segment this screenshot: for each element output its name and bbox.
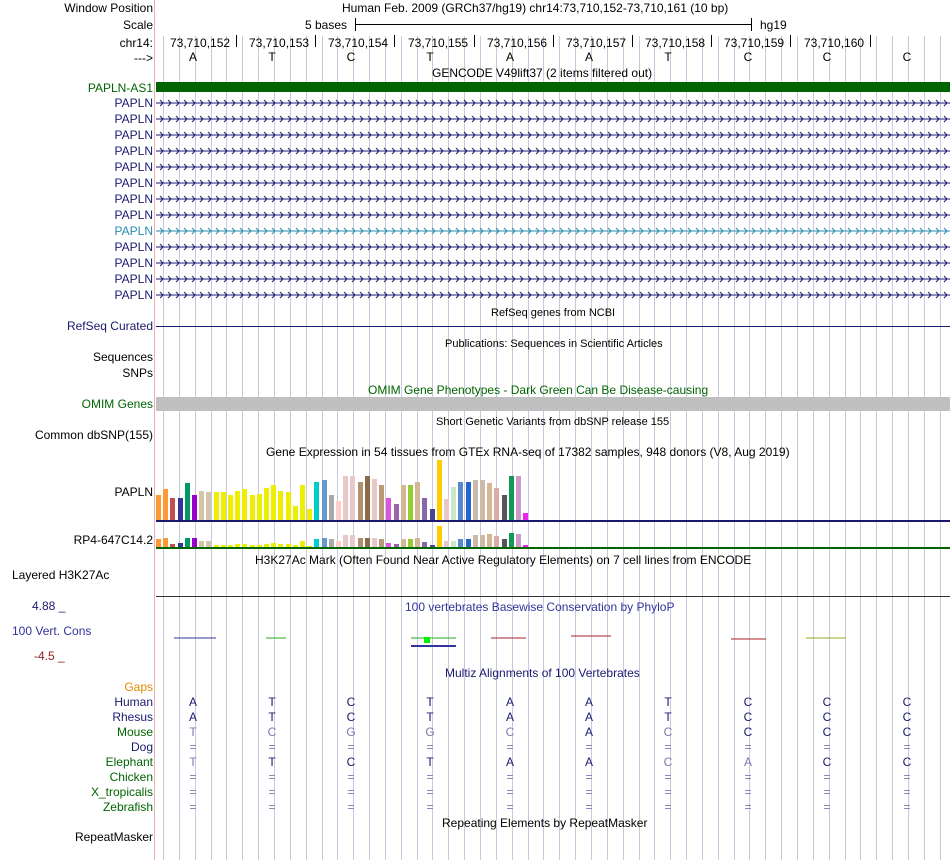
gtex-tissue-bar[interactable]: [365, 476, 370, 520]
position-tick: [790, 35, 791, 47]
gtex-tissue-bar[interactable]: [516, 476, 521, 520]
multiz-aligned-base: =: [268, 800, 276, 814]
multiz-aligned-base: C: [902, 725, 912, 739]
gencode-transcript-intron-line[interactable]: [156, 243, 950, 251]
multiz-aligned-base: =: [585, 800, 593, 814]
h3k27ac-track-label[interactable]: Layered H3K27Ac: [12, 568, 110, 582]
multiz-aligned-base: T: [268, 710, 276, 724]
gtex-tissue-bar[interactable]: [163, 538, 168, 547]
multiz-aligned-base: =: [585, 740, 593, 754]
track-label-divider: [154, 0, 155, 860]
gtex-tissue-bar[interactable]: [185, 538, 190, 547]
publications-track-title: Publications: Sequences in Scientific Articles: [445, 338, 663, 350]
dbsnp-track-title: Short Genetic Variants from dbSNP release 155: [436, 416, 670, 428]
gencode-transcript-intron-line[interactable]: [156, 131, 950, 139]
gtex-tissue-bar[interactable]: [401, 539, 406, 547]
multiz-species-label[interactable]: Elephant: [105, 755, 153, 769]
gtex-tissue-bar[interactable]: [343, 476, 348, 520]
multiz-aligned-base: T: [426, 755, 434, 769]
gtex-tissue-bar[interactable]: [401, 485, 406, 520]
gtex-tissue-bar[interactable]: [466, 482, 471, 520]
scale-db-text: hg19: [760, 18, 787, 32]
multiz-aligned-base: =: [664, 785, 672, 799]
grid-line: [892, 36, 893, 860]
gtex-tissue-bar[interactable]: [379, 539, 384, 547]
gtex-tissue-bar[interactable]: [480, 480, 485, 520]
gtex-tissue-bar[interactable]: [221, 492, 226, 520]
gtex-tissue-bar[interactable]: [329, 539, 334, 547]
gtex-tissue-bar[interactable]: [228, 495, 233, 520]
grid-line: [226, 36, 227, 860]
multiz-species-label[interactable]: Mouse: [116, 725, 153, 739]
gencode-transcript-label[interactable]: PAPLN: [114, 240, 153, 254]
reference-base: C: [822, 50, 832, 64]
gtex-tissue-bar[interactable]: [365, 538, 370, 547]
multiz-aligned-base: A: [188, 710, 197, 724]
multiz-aligned-base: C: [346, 755, 356, 769]
position-tick: [553, 35, 554, 47]
gencode-transcript-intron-line[interactable]: [156, 227, 950, 235]
multiz-aligned-base: T: [664, 695, 672, 709]
gtex-tissue-bar[interactable]: [185, 483, 190, 520]
multiz-aligned-base: =: [268, 770, 276, 784]
position-tick: [711, 35, 712, 47]
multiz-aligned-base: =: [744, 740, 752, 754]
multiz-aligned-base: =: [189, 770, 197, 784]
gtex-tissue-bar[interactable]: [473, 480, 478, 520]
multiz-aligned-base: =: [744, 770, 752, 784]
phylop-track-title: 100 vertebrates Basewise Conservation by PhyloP: [405, 600, 675, 614]
multiz-aligned-base: =: [903, 770, 911, 784]
position-tick-label: 73,710,152: [170, 36, 231, 50]
gencode-track-title: GENCODE V49lift37 (2 items filtered out): [432, 66, 653, 80]
multiz-aligned-base: A: [584, 710, 593, 724]
reference-base: A: [505, 50, 514, 64]
multiz-species-label[interactable]: X_tropicalis: [90, 785, 153, 799]
multiz-aligned-base: C: [902, 755, 912, 769]
gtex-tissue-bar[interactable]: [264, 488, 269, 520]
gtex-tissue-bar[interactable]: [314, 539, 319, 547]
gencode-transcript-label[interactable]: PAPLN: [114, 112, 153, 126]
gtex-tissue-bar[interactable]: [473, 535, 478, 547]
gtex-tissue-bar[interactable]: [314, 482, 319, 520]
grid-line: [163, 36, 164, 860]
gencode-transcript-label[interactable]: PAPLN: [114, 272, 153, 286]
multiz-aligned-base: C: [822, 695, 832, 709]
position-tick: [236, 35, 237, 47]
scale-bar-left-tick: [355, 18, 356, 31]
multiz-aligned-base: =: [506, 770, 514, 784]
multiz-aligned-base: =: [823, 740, 831, 754]
scale-bar-right-tick: [751, 18, 752, 31]
multiz-aligned-base: A: [505, 755, 514, 769]
gtex-tissue-bar[interactable]: [163, 489, 168, 520]
multiz-aligned-base: =: [347, 740, 355, 754]
multiz-aligned-base: =: [903, 785, 911, 799]
grid-line: [258, 36, 259, 860]
multiz-aligned-base: T: [664, 710, 672, 724]
multiz-aligned-base: =: [585, 785, 593, 799]
position-tick: [315, 35, 316, 47]
scale-text: 5 bases: [305, 18, 348, 32]
gencode-transcript-label[interactable]: PAPLN: [114, 176, 153, 190]
gtex-tissue-bar[interactable]: [278, 491, 283, 520]
position-tick-label: 73,710,155: [408, 36, 469, 50]
gtex-tissue-bar[interactable]: [502, 539, 507, 547]
position-tick: [870, 35, 871, 47]
gtex-tissue-bar[interactable]: [480, 535, 485, 547]
gtex-tissue-bar[interactable]: [242, 489, 247, 520]
gencode-transcript-intron-line[interactable]: [156, 211, 950, 219]
gtex-tissue-bar[interactable]: [343, 535, 348, 547]
grid-line: [924, 36, 925, 860]
multiz-aligned-base: =: [506, 785, 514, 799]
gtex-tissue-bar[interactable]: [336, 501, 341, 520]
gtex-tissue-bar[interactable]: [300, 485, 305, 520]
gencode-transcript-label[interactable]: PAPLN: [114, 288, 153, 302]
multiz-aligned-base: G: [425, 725, 435, 739]
gtex-tissue-bar[interactable]: [466, 539, 471, 547]
gencode-transcript-label[interactable]: PAPLN: [114, 208, 153, 222]
phylop-max-value: 4.88 _: [32, 599, 66, 613]
gtex-tissue-bar[interactable]: [322, 480, 327, 520]
grid-line: [845, 36, 846, 860]
multiz-aligned-base: =: [823, 770, 831, 784]
multiz-aligned-base: =: [189, 740, 197, 754]
gtex-tissue-bar[interactable]: [415, 482, 420, 520]
gtex-tissue-bar[interactable]: [199, 491, 204, 520]
multiz-aligned-base: C: [505, 725, 515, 739]
multiz-species-label[interactable]: Chicken: [109, 770, 153, 784]
gtex-tissue-bar[interactable]: [437, 460, 442, 520]
gtex-tissue-bar[interactable]: [322, 538, 327, 547]
h3k27ac-baseline: [156, 596, 950, 597]
gtex-tissue-bar[interactable]: [444, 499, 449, 520]
gtex-tissue-bar[interactable]: [494, 536, 499, 547]
multiz-aligned-base: A: [584, 695, 593, 709]
multiz-aligned-base: =: [189, 800, 197, 814]
multiz-aligned-base: T: [268, 695, 276, 709]
gtex-tissue-bar[interactable]: [458, 482, 463, 520]
gtex-tissue-bar[interactable]: [350, 535, 355, 547]
multiz-aligned-base: A: [505, 710, 514, 724]
gencode-antisense-exon-bar[interactable]: [156, 82, 950, 92]
grid-line: [860, 36, 861, 860]
position-tick: [394, 35, 395, 47]
gtex-tissue-bar[interactable]: [487, 483, 492, 520]
gencode-transcript-label[interactable]: PAPLN: [114, 144, 153, 158]
multiz-aligned-base: A: [188, 695, 197, 709]
gencode-transcript-intron-line[interactable]: [156, 195, 950, 203]
assembly-position-text: Human Feb. 2009 (GRCh37/hg19) chr14:73,710,152-73,710,161 (10 bp): [342, 1, 729, 15]
gtex-tissue-bar[interactable]: [451, 487, 456, 520]
reference-base: C: [346, 50, 356, 64]
gtex-tissue-bar[interactable]: [170, 498, 175, 520]
gtex-tissue-bar[interactable]: [358, 538, 363, 547]
gtex-tissue-bar[interactable]: [458, 539, 463, 547]
phylop-min-value: -4.5 _: [34, 649, 65, 663]
chrom-label: chr14:: [119, 36, 153, 50]
multiz-aligned-base: =: [189, 785, 197, 799]
gtex-tissue-bar[interactable]: [386, 498, 391, 520]
reference-base: C: [743, 50, 753, 64]
multiz-aligned-base: A: [584, 755, 593, 769]
gencode-transcript-intron-line[interactable]: [156, 259, 950, 267]
gencode-transcript-label[interactable]: PAPLN: [114, 224, 153, 238]
multiz-aligned-base: =: [268, 740, 276, 754]
gtex-tissue-bar[interactable]: [235, 491, 240, 520]
position-tick: [474, 35, 475, 47]
multiz-aligned-base: C: [346, 710, 356, 724]
multiz-aligned-base: =: [744, 800, 752, 814]
repeatmasker-track-title: Repeating Elements by RepeatMasker: [442, 816, 648, 830]
gtex-tissue-bar[interactable]: [350, 476, 355, 520]
multiz-aligned-base: =: [506, 740, 514, 754]
position-tick-label: 73,710,154: [328, 36, 389, 50]
h3k27ac-track-title: H3K27Ac Mark (Often Found Near Active Regulatory Elements) on 7 cell lines from ENCODE: [255, 553, 752, 567]
multiz-aligned-base: T: [189, 725, 197, 739]
multiz-species-label[interactable]: Zebrafish: [102, 800, 153, 814]
multiz-aligned-base: =: [426, 740, 434, 754]
multiz-aligned-base: T: [426, 695, 434, 709]
position-tick-label: 73,710,156: [487, 36, 548, 50]
multiz-aligned-base: C: [743, 725, 753, 739]
position-tick-label: 73,710,158: [645, 36, 706, 50]
gencode-transcript-intron-line[interactable]: [156, 291, 950, 299]
reference-base: A: [188, 50, 197, 64]
multiz-aligned-base: =: [744, 785, 752, 799]
multiz-aligned-base: A: [743, 755, 752, 769]
multiz-aligned-base: C: [822, 755, 832, 769]
gtex-papln-gene-line: [156, 520, 950, 522]
reference-base: T: [426, 50, 434, 64]
gtex-tissue-bar[interactable]: [214, 492, 219, 520]
gtex-tissue-bar[interactable]: [494, 488, 499, 520]
phylop-wiggle: [156, 628, 950, 658]
gencode-transcript-label[interactable]: PAPLN: [114, 192, 153, 206]
scale-label: Scale: [122, 18, 153, 32]
multiz-aligned-base: =: [506, 800, 514, 814]
omim-track-label[interactable]: OMIM Genes: [81, 397, 153, 411]
gencode-transcript-intron-line[interactable]: [156, 115, 950, 123]
multiz-aligned-base: T: [426, 710, 434, 724]
multiz-aligned-base: =: [585, 770, 593, 784]
gtex-tissue-bar[interactable]: [192, 538, 197, 547]
gtex-tissue-bar[interactable]: [206, 492, 211, 520]
gtex-tissue-bar[interactable]: [250, 495, 255, 520]
multiz-aligned-base: =: [903, 740, 911, 754]
grid-line: [211, 36, 212, 860]
publications-label-sequences[interactable]: Sequences: [92, 350, 153, 364]
gtex-tissue-bar[interactable]: [415, 538, 420, 547]
gtex-tissue-bar[interactable]: [516, 534, 521, 547]
reference-base: C: [902, 50, 912, 64]
gtex-tissue-bar[interactable]: [271, 485, 276, 520]
reference-base: A: [584, 50, 593, 64]
position-tick-label: 73,710,157: [566, 36, 627, 50]
gtex-tissue-bar[interactable]: [156, 539, 161, 547]
gtex-tissue-bar[interactable]: [437, 526, 442, 547]
gencode-transcript-intron-line[interactable]: [156, 179, 950, 187]
gencode-label-antisense[interactable]: PAPLN-AS1: [87, 81, 153, 95]
gencode-transcript-label[interactable]: PAPLN: [114, 128, 153, 142]
dbsnp-track-label[interactable]: Common dbSNP(155): [34, 428, 153, 442]
multiz-aligned-base: T: [189, 755, 197, 769]
multiz-gaps-label[interactable]: Gaps: [124, 680, 153, 694]
gtex-tissue-bar[interactable]: [422, 498, 427, 520]
multiz-species-label[interactable]: Human: [114, 695, 153, 709]
grid-line: [179, 36, 180, 860]
multiz-aligned-base: =: [903, 800, 911, 814]
gtex-tissue-bar[interactable]: [408, 485, 413, 520]
gencode-transcript-intron-line[interactable]: [156, 275, 950, 283]
gencode-transcript-label[interactable]: PAPLN: [114, 256, 153, 270]
gtex-tissue-bar[interactable]: [286, 492, 291, 520]
gencode-transcript-intron-line[interactable]: [156, 147, 950, 155]
multiz-species-label[interactable]: Dog: [130, 740, 153, 754]
reference-base: T: [664, 50, 672, 64]
gtex-tissue-bar[interactable]: [523, 513, 528, 520]
gtex-gene-label-papln[interactable]: PAPLN: [114, 485, 153, 499]
gencode-transcript-intron-line[interactable]: [156, 163, 950, 171]
gtex-gene-label-rp4[interactable]: RP4-647C14.2: [73, 533, 153, 547]
refseq-track-title: RefSeq genes from NCBI: [491, 307, 616, 319]
gtex-tissue-bar[interactable]: [307, 509, 312, 520]
omim-gene-bar[interactable]: [156, 397, 950, 411]
position-tick-label: 73,710,159: [724, 36, 785, 50]
phylop-track-label[interactable]: 100 Vert. Cons: [12, 624, 92, 638]
multiz-aligned-base: =: [426, 785, 434, 799]
gtex-tissue-bar[interactable]: [192, 495, 197, 520]
multiz-aligned-base: =: [347, 770, 355, 784]
multiz-aligned-base: =: [268, 785, 276, 799]
gtex-tissue-bar[interactable]: [394, 504, 399, 520]
gtex-tissue-bar[interactable]: [156, 495, 161, 520]
grid-line: [797, 36, 798, 860]
multiz-aligned-base: =: [664, 740, 672, 754]
gtex-tissue-bar[interactable]: [178, 498, 183, 520]
multiz-aligned-base: C: [902, 695, 912, 709]
gtex-tissue-bar[interactable]: [329, 495, 334, 520]
scale-bar: [355, 24, 751, 25]
gtex-rp4-gene-line: [156, 547, 950, 549]
publications-label-snps[interactable]: SNPs: [122, 366, 153, 380]
multiz-aligned-base: C: [743, 710, 753, 724]
strand-arrow-label: --->: [134, 51, 153, 65]
multiz-aligned-base: C: [346, 695, 356, 709]
multiz-aligned-base: T: [268, 755, 276, 769]
gtex-tissue-bar[interactable]: [293, 506, 298, 520]
grid-line: [876, 36, 877, 860]
multiz-aligned-base: C: [663, 725, 673, 739]
multiz-aligned-base: C: [822, 725, 832, 739]
position-tick: [632, 35, 633, 47]
multiz-track-title: Multiz Alignments of 100 Vertebrates: [445, 666, 640, 680]
multiz-aligned-base: =: [664, 770, 672, 784]
refseq-track-label[interactable]: RefSeq Curated: [66, 319, 153, 333]
gtex-tissue-bar[interactable]: [408, 539, 413, 547]
window-position-label: Window Position: [64, 1, 153, 15]
refseq-gene-line[interactable]: [156, 326, 950, 327]
gencode-transcript-intron-line[interactable]: [156, 99, 950, 107]
grid-line: [940, 36, 941, 860]
gtex-tissue-bar[interactable]: [509, 476, 514, 520]
multiz-aligned-base: A: [584, 725, 593, 739]
gencode-transcript-label[interactable]: PAPLN: [114, 96, 153, 110]
gtex-tissue-bar[interactable]: [430, 509, 435, 520]
grid-line: [813, 36, 814, 860]
grid-line: [242, 36, 243, 860]
multiz-aligned-base: =: [664, 800, 672, 814]
multiz-aligned-base: =: [823, 800, 831, 814]
multiz-species-label[interactable]: Rhesus: [112, 710, 153, 724]
multiz-aligned-base: A: [505, 695, 514, 709]
reference-base: T: [268, 50, 276, 64]
multiz-aligned-base: =: [347, 785, 355, 799]
position-tick-label: 73,710,153: [249, 36, 310, 50]
multiz-aligned-base: C: [663, 755, 673, 769]
position-tick-label: 73,710,160: [804, 36, 865, 50]
multiz-aligned-base: =: [426, 770, 434, 784]
repeatmasker-track-label[interactable]: RepeatMasker: [74, 830, 153, 844]
multiz-aligned-base: G: [346, 725, 356, 739]
multiz-aligned-base: C: [902, 710, 912, 724]
multiz-aligned-base: C: [743, 695, 753, 709]
gtex-tissue-bar[interactable]: [257, 494, 262, 520]
gtex-tissue-bar[interactable]: [502, 495, 507, 520]
gtex-tissue-bar[interactable]: [379, 485, 384, 520]
gtex-tissue-bar[interactable]: [509, 533, 514, 547]
omim-track-title: OMIM Gene Phenotypes - Dark Green Can Be Disease-causing: [368, 383, 709, 397]
gtex-tissue-bar[interactable]: [487, 534, 492, 547]
multiz-aligned-base: =: [347, 800, 355, 814]
multiz-aligned-base: C: [267, 725, 277, 739]
multiz-aligned-base: C: [822, 710, 832, 724]
gtex-tissue-bar[interactable]: [372, 538, 377, 547]
gencode-transcript-label[interactable]: PAPLN: [114, 160, 153, 174]
multiz-aligned-base: =: [823, 785, 831, 799]
gtex-track-title: Gene Expression in 54 tissues from GTEx RNA-seq of 17382 samples, 948 donors (V8, Aug 2019): [266, 445, 790, 459]
gtex-tissue-bar[interactable]: [372, 479, 377, 520]
gtex-tissue-bar[interactable]: [358, 482, 363, 520]
multiz-aligned-base: =: [426, 800, 434, 814]
